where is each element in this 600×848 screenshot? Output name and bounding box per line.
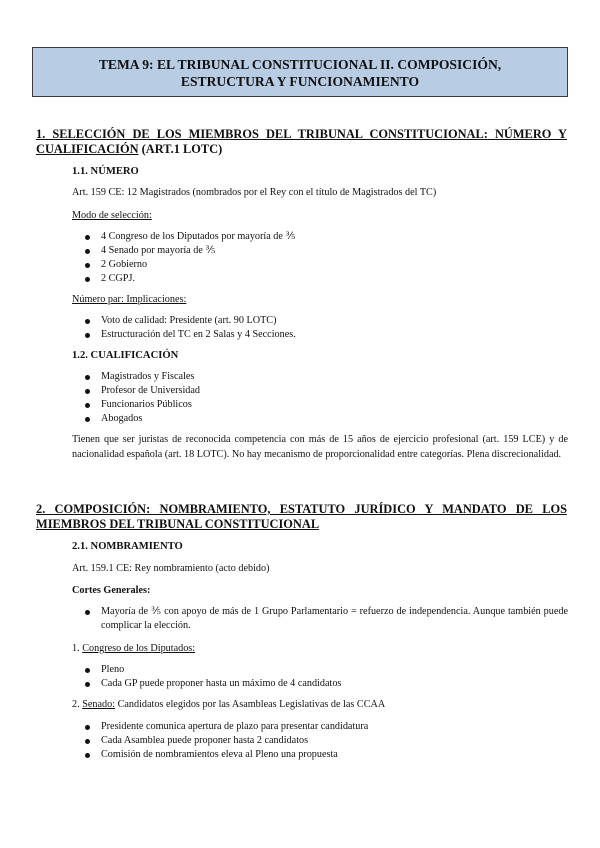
list-item: Presidente comunica apertura de plazo para presentar candidatura	[72, 720, 368, 734]
section-1-heading-underlined: 1. SELECCIÓN DE LOS MIEMBROS DEL TRIBUNAL CONSTITUCIONAL: NÚMERO Y CUALIFICACIÓN	[36, 127, 567, 156]
section-2-heading: 2. COMPOSICIÓN: NOMBRAMIENTO, ESTATUTO JURÍDICO Y MANDATO DE LOS MIEMBROS DEL TRIBUNAL CONSTITUCIONAL	[36, 502, 567, 531]
list-item: 4 Congreso de los Diputados por mayoría de ⅗	[72, 230, 295, 244]
list-item: Abogados	[72, 412, 200, 426]
title-line-2: ESTRUCTURA Y FUNCIONAMIENTO	[180, 74, 420, 89]
list-item: Cada GP puede proponer hasta un máximo de 4 candidatos	[72, 677, 341, 691]
list-item: Estructuración del TC en 2 Salas y 4 Secciones.	[72, 328, 296, 342]
subsection-1-2-heading: 1.2. CUALIFICACIÓN	[72, 350, 179, 361]
list-item: Voto de calidad: Presidente (art. 90 LOTC)	[72, 314, 296, 328]
senado-heading	[72, 698, 385, 712]
list-item: 2 Gobierno	[72, 258, 295, 272]
modo-seleccion-list	[72, 230, 295, 286]
subsection-2-1-heading: 2.1. NOMBRAMIENTO	[72, 541, 183, 552]
cualificacion-list	[72, 370, 200, 426]
congreso-heading	[72, 642, 195, 656]
congreso-list	[72, 663, 341, 691]
list-item: 2 CGPJ.	[72, 272, 295, 286]
list-item: Magistrados y Fiscales	[72, 370, 200, 384]
modo-seleccion-label: Modo de selección:	[72, 210, 152, 221]
article-159-text: Art. 159 CE: 12 Magistrados (nombrados por el Rey con el título de Magistrados del TC)	[72, 187, 437, 198]
senado-list	[72, 720, 368, 762]
subsection-1-1-heading: 1.1. NÚMERO	[72, 166, 139, 177]
list-item: Comisión de nombramientos eleva al Pleno una propuesta	[72, 748, 368, 762]
cualificacion-paragraph: Tienen que ser juristas de reconocida competencia con más de 15 años de ejercicio profesional (art. 159 LCE) y de nacionalidad española (art. 18 LOTC). No hay mecanismo de proporcionalidad entre categorías. Plena discrecionalidad.	[72, 434, 568, 460]
senado-label: Senado:	[82, 699, 116, 710]
article-159-1-text: Art. 159.1 CE: Rey nombramiento (acto debido)	[72, 563, 270, 574]
list-item: Mayoría de ⅗ con apoyo de más de 1 Grupo Parlamentario = refuerzo de independencia. Aunque también puede complicar la elección.	[72, 605, 568, 633]
numero-par-list	[72, 314, 296, 342]
list-item: Funcionarios Públicos	[72, 398, 200, 412]
senado-number: 2.	[72, 699, 83, 710]
cortes-generales-list	[72, 605, 568, 633]
section-1-heading-suffix: (ART.1 LOTC)	[138, 142, 223, 156]
list-item: Pleno	[72, 663, 341, 677]
cortes-generales-label: Cortes Generales:	[72, 585, 151, 596]
title-line-1: TEMA 9: EL TRIBUNAL CONSTITUCIONAL II. COMPOSICIÓN,	[98, 57, 502, 72]
numero-par-label: Número par: Implicaciones:	[72, 294, 187, 305]
title-box	[32, 47, 568, 97]
senado-text: Candidatos elegidos por las Asambleas Legislativas de las CCAA	[115, 699, 386, 710]
list-item: Profesor de Universidad	[72, 384, 200, 398]
list-item: 4 Senado por mayoría de ⅗	[72, 244, 295, 258]
list-item: Cada Asamblea puede proponer hasta 2 candidatos	[72, 734, 368, 748]
congreso-number: 1.	[72, 643, 83, 654]
section-1-heading	[36, 127, 567, 157]
congreso-label: Congreso de los Diputados:	[82, 643, 196, 654]
